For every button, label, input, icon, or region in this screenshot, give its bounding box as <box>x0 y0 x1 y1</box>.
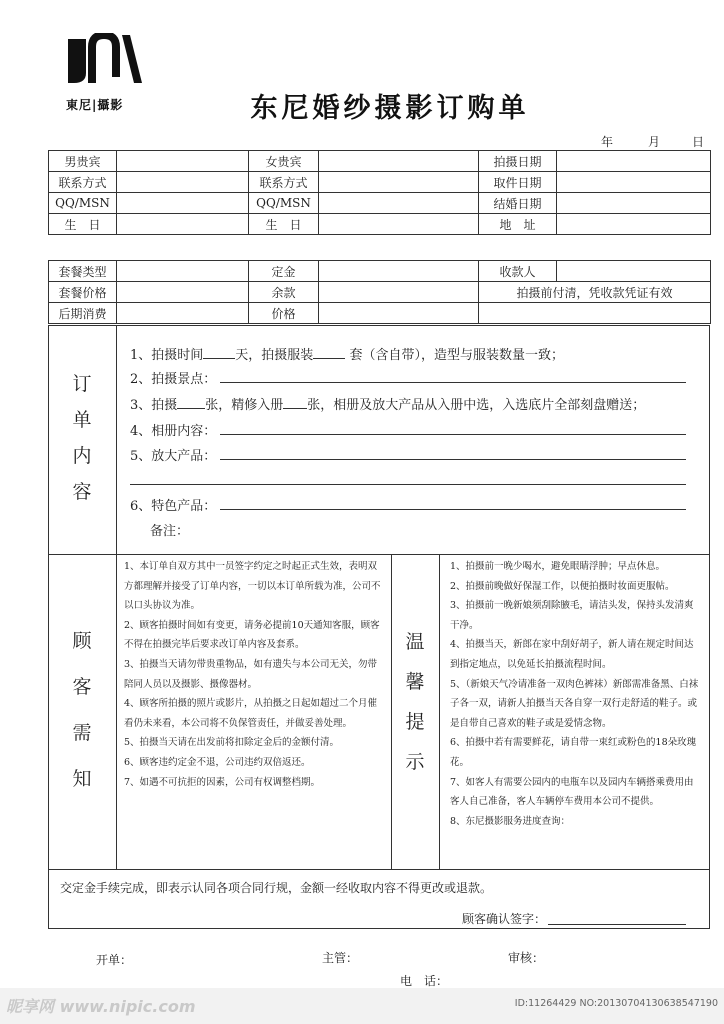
watermark-site: 昵享网 www.nipic.com <box>6 997 196 1016</box>
bride-contact-label: 联系方式 <box>249 172 319 193</box>
groom-contact-field[interactable] <box>117 172 249 193</box>
list-item: 7、如客人有需要公园内的电瓶车以及园内车辆搭乘费用由客人自己准备，客人车辆停车费用本公司不提供。 <box>450 776 694 808</box>
list-item: 5、（新娘天气冷请准备一双肉色裤袜）新郎需准备黑、白袜子各一双，请新人拍摄当天各自穿一双行走舒适的鞋子。或是自带自己喜欢的鞋子或是爱情念物。 <box>450 678 699 729</box>
warm-tips-list <box>450 557 702 831</box>
enlarge-products-field[interactable] <box>220 459 686 460</box>
date-year: 年 <box>601 135 614 149</box>
watermark-id: ID:11264429 NO:20130704130638547190 <box>514 998 718 1009</box>
customer-notice-label: 顾 客 需 知 <box>72 630 92 790</box>
list-item: 1、本订单自双方其中一员签字约定之时起正式生效，表明双方都理解并接受了订单内容，一切以本订单所载为准，公司不以口头协议为准。 <box>124 561 381 612</box>
order-line-4: 4、相册内容： <box>130 424 217 439</box>
bride-field[interactable] <box>319 151 479 172</box>
table-row <box>49 151 711 172</box>
pickup-date-label: 取件日期 <box>479 172 557 193</box>
table-row <box>49 261 711 282</box>
payment-note: 拍摄前付清，凭收款凭证有效 <box>479 282 711 303</box>
pickup-date-field[interactable] <box>557 172 711 193</box>
bride-qq-field[interactable] <box>319 193 479 214</box>
logo-mark-icon <box>66 33 144 85</box>
signature-field[interactable] <box>548 924 686 925</box>
payee-label: 收款人 <box>479 261 557 282</box>
package-type-label: 套餐类型 <box>49 261 117 282</box>
notices-divider-1 <box>116 554 117 870</box>
notices-divider-2 <box>391 554 392 870</box>
balance-label: 余款 <box>249 282 319 303</box>
price-field[interactable] <box>319 303 479 324</box>
special-products-field[interactable] <box>220 509 686 510</box>
payee-field[interactable] <box>557 261 711 282</box>
deposit-field[interactable] <box>319 261 479 282</box>
shoot-days-field[interactable] <box>203 345 235 359</box>
list-item: 3、拍摄当天请勿带贵重物品，如有遗失与本公司无关，勿带陪同人员以及摄影、摄像器材。 <box>124 658 378 690</box>
deposit-statement: 交定金手续完成，即表示认同各项合同行规，金额一经收取内容不得更改或退款。 <box>60 881 493 895</box>
brand-name: 東尼|攝影 <box>66 98 124 112</box>
list-item: 3、拍摄前一晚新娘须刮除腋毛，请洁头发，保持头发清爽干净。 <box>450 600 694 631</box>
package-type-field[interactable] <box>117 261 249 282</box>
table-row <box>49 214 711 235</box>
list-item: 1、拍摄前一晚少喝水，避免眼睛浮肿；早点休息。 <box>450 561 666 572</box>
phone-label: 电 话： <box>400 974 449 988</box>
list-item: 7、如遇不可抗拒的因素，公司有权调整档期。 <box>124 776 321 788</box>
order-line-2: 2、拍摄景点： <box>130 372 217 387</box>
order-line-1: 1、拍摄时间 天，拍摄服装 套（含自带），造型与服装数量一致； <box>130 344 564 363</box>
order-line-5: 5、放大产品： <box>130 449 217 464</box>
bride-contact-field[interactable] <box>319 172 479 193</box>
wedding-date-field[interactable] <box>557 193 711 214</box>
package-price-label: 套餐价格 <box>49 282 117 303</box>
list-item: 4、顾客所拍摄的照片或影片，从拍摄之日起如超过二个月催看仍未来看，本公司将不负保管责任，并做妥善处理。 <box>124 698 378 729</box>
table-row <box>49 193 711 214</box>
table-row <box>49 282 711 303</box>
customer-notice-list <box>124 557 386 792</box>
balance-field[interactable] <box>319 282 479 303</box>
list-item: 4、拍摄当天，新郎在家中刮好胡子，新人请在规定时间达到指定地点，以免延长拍摄流程时间。 <box>450 639 694 670</box>
empty-cell <box>479 303 711 324</box>
groom-qq-label: QQ/MSN <box>49 193 117 214</box>
address-field[interactable] <box>557 214 711 235</box>
page-title: 东尼婚纱摄影订购单 <box>250 93 530 124</box>
price-label: 价格 <box>249 303 319 324</box>
retouch-count-field[interactable] <box>283 395 307 409</box>
auditor-label: 审核： <box>508 951 545 965</box>
order-line-3: 3、拍摄 张，精修入册 张，相册及放大产品从入册中选，入选底片全部刻盘赠送； <box>130 394 645 413</box>
groom-qq-field[interactable] <box>117 193 249 214</box>
groom-birthday-field[interactable] <box>117 214 249 235</box>
order-divider <box>116 325 117 555</box>
warm-tips-label: 温 馨 提 示 <box>405 631 425 773</box>
extra-spending-label: 后期消费 <box>49 303 117 324</box>
package-price-field[interactable] <box>117 282 249 303</box>
list-item: 6、拍摄中若有需要鲜花，请自带一束红或粉色的18朵玫瑰花。 <box>450 737 697 768</box>
list-item: 6、顾客违约定金不退，公司违约双倍返还。 <box>124 756 311 768</box>
deposit-label: 定金 <box>249 261 319 282</box>
table-row <box>49 303 711 324</box>
package-info-table <box>48 260 711 324</box>
extra-spending-field[interactable] <box>117 303 249 324</box>
date-month: 月 <box>648 135 661 149</box>
scenery-field[interactable] <box>220 382 686 383</box>
photo-count-field[interactable] <box>177 395 205 409</box>
drawer-label: 开单： <box>96 953 133 967</box>
enlarge-products-field-2[interactable] <box>130 484 686 485</box>
wedding-date-label: 结婚日期 <box>479 193 557 214</box>
shoot-date-label: 拍摄日期 <box>479 151 557 172</box>
order-content-label: 订 单 内 容 <box>72 373 92 503</box>
supervisor-label: 主管： <box>322 951 359 965</box>
costume-count-field[interactable] <box>313 345 345 359</box>
remark-label: 备注： <box>150 524 190 539</box>
list-item: 5、拍摄当天请在出发前将扣除定金后的金额付清。 <box>124 737 340 749</box>
statement-section <box>48 869 710 929</box>
shoot-date-field[interactable] <box>557 151 711 172</box>
bride-birthday-field[interactable] <box>319 214 479 235</box>
table-row <box>49 172 711 193</box>
signature-label: 顾客确认签字： <box>462 912 547 926</box>
bride-birthday-label: 生 日 <box>249 214 319 235</box>
list-item: 8、东尼摄影服务进度查询： <box>450 815 571 827</box>
bride-qq-label: QQ/MSN <box>249 193 319 214</box>
album-content-field[interactable] <box>220 434 686 435</box>
address-label: 地 址 <box>479 214 557 235</box>
list-item: 2、拍摄前晚做好保湿工作，以便拍摄时妆面更服帖。 <box>450 580 675 592</box>
bride-label: 女贵宾 <box>249 151 319 172</box>
notices-divider-3 <box>439 554 440 870</box>
list-item: 2、顾客拍摄时间如有变更，请务必提前10天通知客服，顾客不得在拍摄完毕后要求改订单内容及套系。 <box>124 619 380 651</box>
groom-birthday-label: 生 日 <box>49 214 117 235</box>
groom-field[interactable] <box>117 151 249 172</box>
groom-contact-label: 联系方式 <box>49 172 117 193</box>
order-line-6: 6、特色产品： <box>130 499 217 514</box>
customer-info-table <box>48 150 711 235</box>
groom-label: 男贵宾 <box>49 151 117 172</box>
date-day: 日 <box>692 135 705 149</box>
